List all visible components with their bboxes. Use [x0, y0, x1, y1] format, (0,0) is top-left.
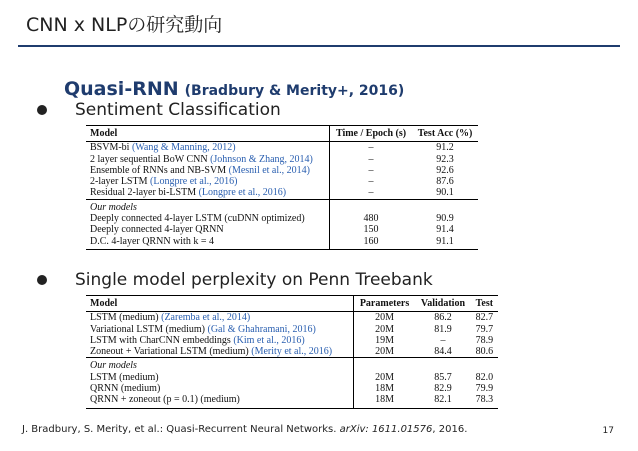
- test-cell: 78.3: [471, 394, 498, 408]
- model-name: Zoneout + Variational LSTM (medium): [90, 346, 252, 358]
- model-name: LSTM (medium): [90, 371, 159, 383]
- table-row: [86, 187, 478, 199]
- column-header: Model: [86, 126, 329, 142]
- sentiment-table: [86, 125, 478, 250]
- model-cell: [86, 142, 329, 154]
- model-name: 2-layer LSTM: [90, 176, 150, 188]
- time-cell: 480: [363, 213, 379, 225]
- model-name: Variational LSTM (medium): [90, 323, 208, 335]
- section-heading: [64, 78, 404, 100]
- empty-cell: [415, 358, 471, 372]
- val-cell: 85.7: [434, 371, 452, 383]
- citation: (Wang & Manning, 2012): [131, 142, 236, 154]
- citation: (Longpre et al., 2016): [150, 176, 238, 188]
- citation: (Gal & Ghahramani, 2016): [207, 323, 316, 335]
- bullet-text: Single model perplexity on Penn Treebank: [75, 270, 433, 290]
- acc-cell: 90.9: [436, 213, 454, 225]
- test-cell: 78.9: [475, 334, 494, 346]
- citation: (Merity et al., 2016): [251, 346, 333, 358]
- empty-cell: [353, 358, 415, 372]
- ptb-table: [86, 295, 498, 409]
- table-row: [86, 176, 478, 187]
- model-name: Residual 2-layer bi-LSTM: [90, 187, 199, 199]
- model-name: LSTM with CharCNN embeddings: [90, 334, 234, 346]
- citation: (Mesnil et al., 2014): [228, 164, 310, 176]
- table-row: [86, 394, 498, 408]
- test-cell: 79.9: [475, 383, 494, 395]
- heading-main: Quasi-RNN: [64, 78, 179, 100]
- footer-citation: [22, 424, 467, 435]
- column-header: Validation: [415, 296, 471, 312]
- model-cell: [86, 324, 353, 335]
- group-label: Our models: [86, 358, 353, 372]
- time-cell: –: [368, 176, 374, 188]
- page-number: 17: [602, 426, 614, 436]
- params-cell: 20M: [375, 312, 394, 324]
- heading-sub: (Bradbury & Merity+, 2016): [184, 83, 405, 99]
- table-row: [86, 154, 478, 165]
- model-cell: [86, 154, 329, 165]
- empty-cell: [471, 358, 498, 372]
- params-cell: 20M: [375, 371, 394, 383]
- bullet-dot-icon: [37, 105, 47, 115]
- time-cell: –: [368, 187, 374, 199]
- model-name: QRNN + zoneout (p = 0.1) (medium): [90, 394, 240, 406]
- time-cell: 150: [363, 224, 379, 236]
- val-cell: 82.1: [415, 394, 471, 408]
- model-name: Deeply connected 4-layer QRNN: [90, 224, 224, 236]
- test-cell: 82.7: [475, 312, 494, 324]
- test-cell: 82.0: [475, 371, 494, 383]
- model-name: Ensemble of RNNs and NB-SVM: [90, 164, 229, 176]
- params-cell: 19M: [375, 334, 394, 346]
- model-cell: [86, 213, 329, 224]
- bullet-ptb: [37, 270, 433, 290]
- val-cell: 84.4: [434, 346, 452, 358]
- model-cell: [86, 346, 353, 358]
- params-cell: 18M: [375, 383, 394, 395]
- model-cell: [86, 335, 353, 346]
- model-cell: [86, 165, 329, 176]
- time-cell: 160: [329, 236, 412, 250]
- model-cell: [86, 236, 329, 250]
- group-row: [86, 358, 498, 372]
- params-cell: 20M: [375, 346, 394, 358]
- val-cell: 82.9: [434, 383, 452, 395]
- model-name: D.C. 4-layer QRNN with k = 4: [90, 235, 214, 247]
- citation: (Longpre et al., 2016): [198, 187, 287, 199]
- model-name: QRNN (medium): [90, 383, 161, 395]
- bullet-dot-icon: [37, 275, 47, 285]
- model-name: LSTM (medium): [90, 312, 162, 324]
- table-row: [86, 312, 498, 324]
- acc-cell: 90.1: [436, 187, 454, 199]
- table-row: [86, 224, 478, 235]
- table-header-row: [86, 296, 498, 312]
- empty-cell: [412, 199, 478, 213]
- column-header: Parameters: [353, 296, 415, 312]
- slide-title: CNN x NLPの研究動向: [26, 14, 223, 36]
- column-header: Test Acc (%): [412, 126, 478, 142]
- citation: (Zaremba et al., 2014): [161, 312, 251, 324]
- table-header-row: [86, 126, 478, 142]
- model-cell: [86, 372, 353, 383]
- model-cell: [86, 187, 329, 199]
- acc-cell: 92.3: [436, 153, 454, 165]
- val-cell: –: [440, 334, 446, 346]
- group-label: Our models: [86, 199, 329, 213]
- model-cell: [86, 312, 353, 324]
- table-row: [86, 383, 498, 394]
- footer-authors: J. Bradbury, S. Merity, et al.: Quasi-Recurrent Neural Networks.: [22, 424, 340, 435]
- time-cell: –: [368, 164, 374, 176]
- table-row: [86, 142, 478, 154]
- test-cell: 80.6: [475, 346, 494, 358]
- bullet-text: Sentiment Classification: [75, 100, 281, 120]
- test-cell: 79.7: [475, 323, 494, 335]
- table-row: [86, 324, 498, 335]
- model-cell: [86, 224, 329, 235]
- model-cell: [86, 394, 353, 408]
- footer-venue: arXiv: 1611.01576: [339, 424, 433, 435]
- table-row: [86, 335, 498, 346]
- acc-cell: 91.2: [436, 142, 454, 154]
- acc-cell: 87.6: [436, 176, 454, 188]
- table-row: [86, 372, 498, 383]
- bullet-sentiment: [37, 100, 281, 120]
- model-cell: [86, 176, 329, 187]
- time-cell: –: [368, 153, 374, 165]
- table-row: [86, 346, 498, 358]
- table-row: [86, 236, 478, 250]
- title-divider: [18, 45, 620, 47]
- model-name: Deeply connected 4-layer LSTM (cuDNN optimized): [90, 213, 305, 225]
- empty-cell: [329, 199, 412, 213]
- acc-cell: 91.1: [412, 236, 478, 250]
- model-name: 2 layer sequential BoW CNN: [90, 153, 211, 165]
- footer-year: , 2016.: [432, 424, 468, 435]
- table-row: [86, 165, 478, 176]
- column-header: Time / Epoch (s): [329, 126, 412, 142]
- acc-cell: 92.6: [436, 164, 454, 176]
- citation: (Johnson & Zhang, 2014): [210, 153, 313, 165]
- model-name: BSVM-bi: [90, 142, 132, 154]
- val-cell: 86.2: [434, 312, 452, 324]
- column-header: Model: [86, 296, 353, 312]
- column-header: Test: [471, 296, 498, 312]
- group-row: [86, 199, 478, 213]
- acc-cell: 91.4: [436, 224, 454, 236]
- val-cell: 81.9: [434, 323, 452, 335]
- time-cell: –: [368, 142, 374, 154]
- table-row: [86, 213, 478, 224]
- model-cell: [86, 383, 353, 394]
- citation: (Kim et al., 2016): [233, 334, 305, 346]
- params-cell: 20M: [375, 323, 394, 335]
- params-cell: 18M: [353, 394, 415, 408]
